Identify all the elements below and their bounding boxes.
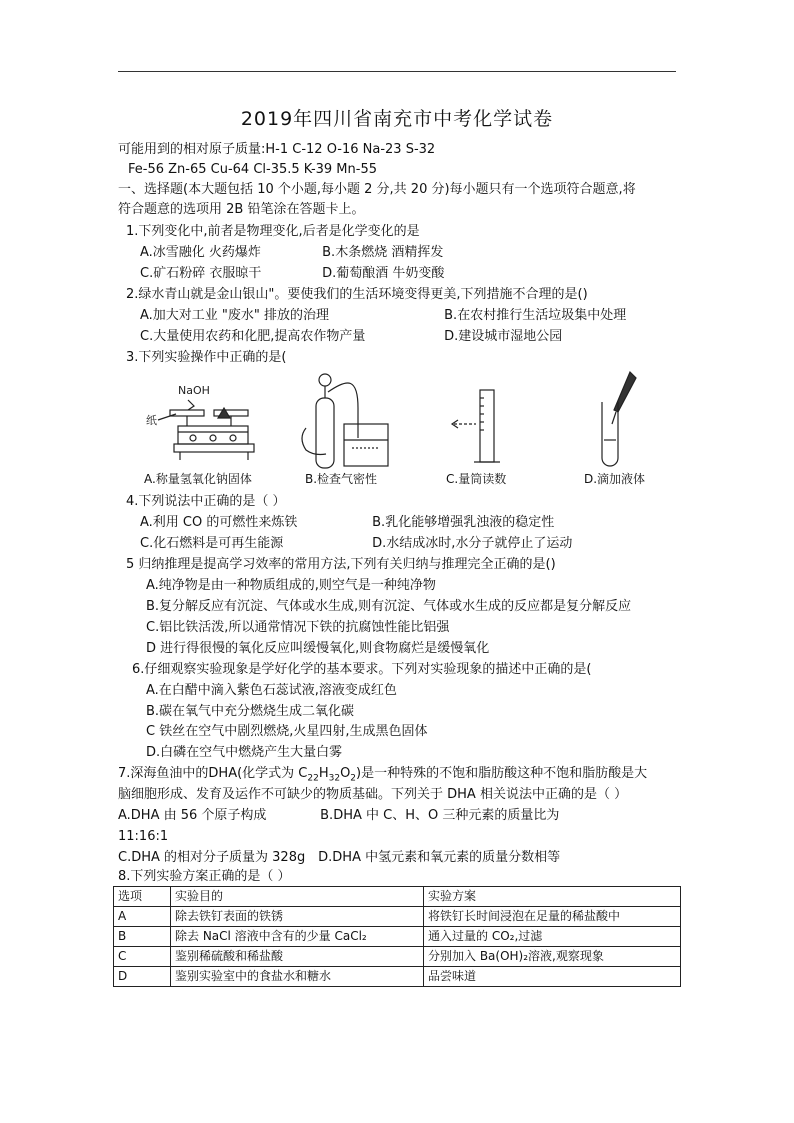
q2-option-d: D.建设城市湿地公园 [444,329,563,344]
q2-option-c: C.大量使用农药和化肥,提高农作物产量 [140,329,366,344]
q3-caption-d: D.滴加液体 [584,472,646,486]
table-cell: 通入过量的 CO₂,过滤 [424,927,681,947]
table-row [114,907,681,927]
q7-option-b-cont: 11:16:1 [118,829,169,844]
q4-option-d: D.水结成冰时,水分子就停止了运动 [372,536,573,551]
header-rule [118,71,676,72]
q1-option-a: A.冰雪融化 火药爆炸 [140,245,261,260]
table-cell: 鉴别稀硫酸和稀盐酸 [171,947,424,967]
q7-options-cd [118,850,560,866]
table-cell: 分别加入 Ba(OH)₂溶液,观察现象 [424,947,681,967]
table-cell: C [114,947,171,967]
table-cell: 品尝味道 [424,967,681,987]
q6-option-a: A.在白醋中滴入紫色石蕊试液,溶液变成红色 [146,683,397,698]
q6-option-b: B.碳在氧气中充分燃烧生成二氧化碳 [146,704,355,719]
table-header: 实验方案 [424,887,681,907]
atomic-masses-line2: Fe-56 Zn-65 Cu-64 Cl-35.5 K-39 Mn-55 [128,162,377,177]
q7-sub-c: 22 [307,773,319,784]
q7-sub-h: 32 [328,773,341,784]
q5-stem: 5 归纳推理是提高学习效率的常用方法,下列有关归纳与推理完全正确的是() [126,557,556,572]
q6-stem: 6.仔细观察实验现象是学好化学的基本要求。下列对实验现象的描述中正确的是( [132,662,592,677]
q4-stem: 4.下列说法中正确的是（ ） [126,494,286,509]
table-row [114,947,681,967]
naoh-label: NaOH [178,384,210,397]
table-cell: B [114,927,171,947]
q3-caption-a: A.称量氢氧化钠固体 [144,472,252,486]
q8-stem: 8.下列实验方案正确的是（ ） [118,869,291,884]
q7-o: O [340,766,351,781]
q4-options-ab [140,515,554,531]
q4-option-c: C.化石燃料是可再生能源 [140,536,284,551]
q7-stem-cont: 脑细胞形成、发育及运作不可缺少的物质基础。下列关于 DHA 相关说法中正确的是（ ） [118,787,628,802]
table-cell: 鉴别实验室中的食盐水和糖水 [171,967,424,987]
atomic-masses-line1: 可能用到的相对原子质量:H-1 C-12 O-16 Na-23 S-32 [118,142,436,157]
q7-sub-o: 2 [350,773,357,784]
q5-option-b: B.复分解反应有沉淀、气体或水生成,则有沉淀、气体或水生成的反应都是复分解反应 [146,599,632,614]
q1-option-b: B.木条燃烧 酒精挥发 [322,245,444,260]
q2-options-ab [140,308,626,324]
table-cell: D [114,967,171,987]
balance-illustration [146,384,254,460]
q8-table [113,886,681,987]
table-header-row [114,887,681,907]
q7-option-b: B.DHA 中 C、H、O 三种元素的质量比为 [320,808,560,823]
airtightness-illustration [302,374,388,468]
q2-option-a: A.加大对工业 "废水" 排放的治理 [140,308,330,323]
q7-h: H [318,766,329,781]
q6-option-d: D.白磷在空气中燃烧产生大量白雾 [146,745,343,760]
section1-instructions-cont: 符合题意的选项用 2B 铅笔涂在答题卡上。 [118,202,365,217]
q5-option-d: D 进行得很慢的氧化反应叫缓慢氧化,则食物腐烂是缓慢氧化 [146,641,490,656]
q7-options-ab [118,808,559,824]
table-header: 实验目的 [171,887,424,907]
q5-option-c: C.铝比铁活泼,所以通常情况下铁的抗腐蚀性能比铝强 [146,620,450,635]
table-row [114,967,681,987]
table-row [114,927,681,947]
q7-option-c: C.DHA 的相对分子质量为 328g [118,850,306,865]
q1-option-c: C.矿石粉碎 衣服晾干 [140,266,262,281]
q7-stem-part2: )是一种特殊的不饱和脂肪酸这种不饱和脂肪酸是大 [356,766,648,781]
q2-option-b: B.在农村推行生活垃圾集中处理 [444,308,627,323]
table-cell: 除去铁钉表面的铁锈 [171,907,424,927]
q5-option-a: A.纯净物是由一种物质组成的,则空气是一种纯净物 [146,578,436,593]
table-header: 选项 [114,887,171,907]
q3-caption-c: C.量筒读数 [446,472,507,486]
q1-option-d: D.葡萄酿酒 牛奶变酸 [322,266,445,281]
q7-option-a: A.DHA 由 56 个原子构成 [118,808,267,823]
section1-instructions: 一、选择题(本大题包括 10 个小题,每小题 2 分,共 20 分)每小题只有一个选项符合题意,将 [118,182,636,197]
q3-caption-b: B.检查气密性 [305,472,378,486]
q7-stem [118,766,647,787]
cylinder-illustration [452,390,500,462]
table-cell: A [114,907,171,927]
table-cell: 除去 NaCl 溶液中含有的少量 CaCl₂ [171,927,424,947]
q1-options-ab [140,245,443,261]
q4-option-a: A.利用 CO 的可燃性来炼铁 [140,515,298,530]
q1-options-cd [140,266,444,282]
q6-option-c: C 铁丝在空气中剧烈燃烧,火星四射,生成黑色固体 [146,724,428,739]
q3-stem: 3.下列实验操作中正确的是( [126,350,287,365]
table-cell: 将铁钉长时间浸泡在足量的稀盐酸中 [424,907,681,927]
q7-option-d: D.DHA 中氢元素和氧元素的质量分数相等 [318,850,561,865]
dropper-illustration [602,372,636,466]
q4-option-b: B.乳化能够增强乳浊液的稳定性 [372,515,555,530]
q2-options-cd [140,329,562,345]
q7-stem-part1: 7.深海鱼油中的DHA(化学式为 C [118,766,308,781]
q4-options-cd [140,536,572,552]
q2-stem: 2.绿水青山就是金山银山"。要使我们的生活环境变得更美,下列措施不合理的是() [126,287,588,302]
paper-label: 纸 [146,414,157,427]
q1-stem: 1.下列变化中,前者是物理变化,后者是化学变化的是 [126,224,420,239]
page-title: 2019年四川省南充市中考化学试卷 [240,108,554,130]
